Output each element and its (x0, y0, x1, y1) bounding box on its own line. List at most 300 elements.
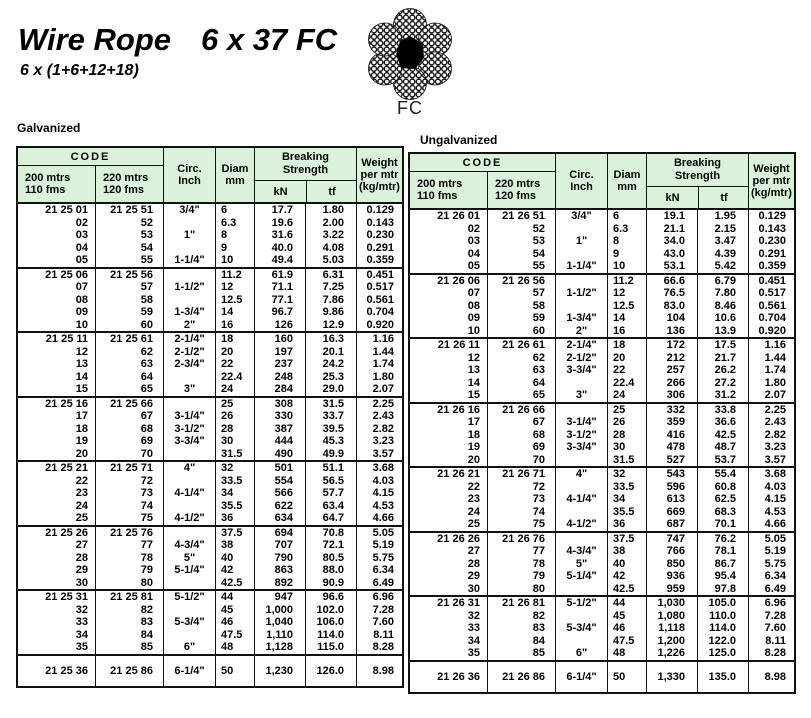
cell-breaking-tf: 20.1 (305, 346, 356, 359)
cell-weight: 1.44 (356, 346, 402, 359)
cell-diam-mm: 31.5 (607, 454, 646, 467)
cell-breaking-kn: 766 (646, 545, 697, 558)
cell-weight: 0.230 (356, 229, 402, 242)
cell-diam-mm: 30 (607, 441, 646, 454)
cell-breaking-kn: 19.6 (254, 217, 305, 230)
cell-circ-inch: 2" (555, 325, 607, 338)
header-breaking-group (254, 148, 356, 202)
cell-diam-mm: 42 (215, 564, 254, 577)
cell-circ-inch (163, 269, 215, 282)
cell-code-200: 12 (467, 351, 480, 364)
cell-circ-inch: 1-1/2" (555, 287, 607, 300)
cell-breaking-kn: 1,118 (646, 622, 697, 635)
cell-code-200: 21 26 31 (437, 597, 480, 609)
cell-circ-inch (555, 223, 607, 236)
cell-weight: 1.16 (356, 333, 402, 346)
cell-breaking-tf: 90.9 (305, 577, 356, 590)
cell-breaking-kn: 19.1 (646, 210, 697, 223)
cell-code-220: 62 (95, 346, 163, 359)
title-product: Wire Rope (18, 22, 172, 57)
cell-breaking-kn: 330 (254, 410, 305, 423)
cell-breaking-kn: 306 (646, 389, 697, 402)
cell-breaking-tf: 135.0 (697, 662, 748, 693)
cell-diam-mm: 36 (607, 518, 646, 531)
cell-breaking-kn: 543 (646, 468, 697, 481)
cell-weight: 2.43 (748, 416, 794, 429)
cell-code-220: 85 (487, 647, 555, 660)
cell-breaking-tf: 2.00 (305, 217, 356, 230)
cell-code-200: 04 (75, 241, 88, 254)
cell-code-200: 25 (467, 518, 480, 530)
cell-diam-mm: 32 (607, 468, 646, 481)
cell-breaking-kn: 1,226 (646, 647, 697, 660)
cell-weight: 6.96 (748, 597, 794, 610)
header-code-220 (95, 166, 163, 202)
cell-code-200: 21 26 36 (437, 670, 480, 683)
cell-breaking-tf: 7.86 (305, 294, 356, 307)
cell-code-220: 54 (95, 242, 163, 255)
header-line: 200 mtrs (25, 172, 71, 184)
cell-weight: 0.291 (356, 242, 402, 255)
cell-code-200: 12 (75, 345, 88, 358)
cell-breaking-tf: 9.86 (305, 306, 356, 319)
cell-weight: 0.143 (748, 223, 794, 236)
cell-diam-mm: 12.5 (607, 300, 646, 313)
cell-diam-mm: 35.5 (215, 500, 254, 513)
cell-breaking-tf: 86.7 (697, 558, 748, 571)
table-block (410, 468, 794, 533)
cell-breaking-kn: 1,030 (646, 597, 697, 610)
header-line: Circ. (177, 163, 202, 175)
cell-code-220: 57 (95, 281, 163, 294)
cell-code-200: 09 (467, 312, 480, 324)
cell-code-220: 70 (487, 454, 555, 467)
cell-weight: 0.517 (356, 281, 402, 294)
header-line: Weight (753, 163, 790, 175)
cell-circ-inch: 5-1/2" (555, 597, 607, 610)
cell-code-200: 21 26 26 (437, 532, 480, 545)
cell-breaking-kn: 478 (646, 441, 697, 454)
cell-diam-mm: 34 (607, 493, 646, 506)
cell-diam-mm: 40 (607, 558, 646, 571)
cell-breaking-kn: 308 (254, 398, 305, 411)
cell-breaking-tf: 4.39 (697, 248, 748, 261)
cell-breaking-tf: 36.6 (697, 416, 748, 429)
cell-circ-inch: 3-3/4" (555, 441, 607, 454)
cell-breaking-kn: 257 (646, 364, 697, 377)
cell-diam-mm: 25 (215, 398, 254, 411)
header-line: 220 mtrs (495, 178, 541, 190)
cell-diam-mm: 46 (215, 616, 254, 629)
cell-breaking-tf: 51.1 (305, 462, 356, 475)
cell-breaking-kn: 863 (254, 564, 305, 577)
ungalvanized-label: Ungalvanized (420, 133, 498, 147)
header-line: Breaking (673, 157, 722, 169)
galvanized-label: Galvanized (17, 121, 81, 135)
cell-code-200: 13 (467, 364, 480, 376)
cell-breaking-tf: 33.8 (697, 404, 748, 417)
cell-breaking-tf: 42.5 (697, 429, 748, 442)
cell-breaking-tf: 16.3 (305, 333, 356, 346)
cell-breaking-kn: 613 (646, 493, 697, 506)
cell-breaking-tf: 62.5 (697, 493, 748, 506)
page-title (18, 22, 337, 58)
cell-circ-inch: 1-1/2" (163, 281, 215, 294)
cell-weight: 8.11 (748, 635, 794, 648)
cell-code-220: 58 (487, 300, 555, 313)
cell-breaking-tf: 10.6 (697, 312, 748, 325)
header-line: mm (225, 175, 245, 187)
cell-diam-mm: 6 (607, 210, 646, 223)
cell-code-220: 65 (95, 383, 163, 396)
cell-code-200: 17 (75, 410, 88, 422)
cell-code-200: 35 (75, 641, 88, 653)
title-spec: 6 x 37 FC (201, 22, 338, 57)
cell-circ-inch: 5-3/4" (555, 622, 607, 635)
cell-breaking-tf: 49.9 (305, 448, 356, 461)
cell-diam-mm: 44 (607, 597, 646, 610)
cell-code-220: 21 26 66 (487, 404, 555, 417)
cell-diam-mm: 38 (215, 539, 254, 552)
cell-breaking-kn: 17.7 (254, 204, 305, 217)
cell-diam-mm: 28 (607, 429, 646, 442)
cell-code-200: 10 (75, 318, 88, 331)
cell-circ-inch: 3" (555, 389, 607, 402)
cell-code-200: 21 25 21 (45, 462, 88, 474)
cell-code-200: 25 (75, 512, 88, 524)
cell-code-200: 13 (75, 358, 88, 370)
cell-diam-mm: 12 (607, 287, 646, 300)
cell-breaking-kn: 197 (254, 346, 305, 359)
cell-breaking-kn: 444 (254, 435, 305, 448)
cell-breaking-tf: 29.0 (305, 383, 356, 396)
cell-diam-mm: 11.2 (215, 269, 254, 282)
cell-code-200: 23 (467, 493, 480, 505)
cell-code-200: 14 (75, 370, 88, 383)
cell-breaking-tf: 2.15 (697, 223, 748, 236)
cell-weight: 2.82 (356, 423, 402, 436)
cell-breaking-kn: 387 (254, 423, 305, 436)
cell-diam-mm: 11.2 (607, 275, 646, 288)
wire-rope-cross-section-icon (358, 8, 462, 100)
cell-code-200: 28 (467, 557, 480, 570)
cell-breaking-kn: 634 (254, 512, 305, 525)
cell-breaking-kn: 43.0 (646, 248, 697, 261)
cell-weight: 7.28 (356, 604, 402, 617)
cell-diam-mm: 38 (607, 545, 646, 558)
cell-code-220: 21 26 76 (487, 533, 555, 546)
cell-weight: 1.16 (748, 339, 794, 352)
cell-code-200: 21 26 16 (437, 403, 480, 416)
cell-weight: 4.03 (748, 481, 794, 494)
cell-circ-inch: 2-1/4" (163, 333, 215, 346)
cell-circ-inch (163, 398, 215, 411)
cell-circ-inch (555, 300, 607, 313)
cell-weight: 5.75 (748, 558, 794, 571)
cell-diam-mm: 18 (607, 339, 646, 352)
cell-breaking-tf: 27.2 (697, 377, 748, 390)
cell-breaking-kn: 790 (254, 552, 305, 565)
cell-code-220: 63 (95, 358, 163, 371)
cell-diam-mm: 42.5 (607, 583, 646, 596)
header-line: Strength (674, 170, 721, 182)
cell-circ-inch: 3-1/4" (555, 416, 607, 429)
cell-weight: 4.53 (748, 506, 794, 519)
cell-breaking-kn: 31.6 (254, 229, 305, 242)
cell-code-200: 21 26 21 (437, 468, 480, 480)
header-breaking-strength (255, 148, 356, 181)
cell-circ-inch (555, 377, 607, 390)
cell-weight: 2.25 (748, 404, 794, 417)
cell-breaking-tf: 64.7 (305, 512, 356, 525)
cell-breaking-tf: 17.5 (697, 339, 748, 352)
cell-code-200: 24 (467, 505, 480, 518)
cell-breaking-tf: 12.9 (305, 319, 356, 332)
header-line: mm (617, 181, 637, 193)
cell-code-220: 72 (487, 481, 555, 494)
table-block (18, 527, 402, 592)
cell-weight: 4.53 (356, 500, 402, 513)
cell-circ-inch: 3-3/4" (555, 364, 607, 377)
cell-diam-mm: 48 (607, 647, 646, 660)
cell-code-220: 70 (95, 448, 163, 461)
cell-code-200: 15 (467, 389, 480, 401)
header-line: Diam (221, 163, 249, 175)
cell-breaking-kn: 96.7 (254, 306, 305, 319)
cell-circ-inch: 4-3/4" (163, 539, 215, 552)
cell-diam-mm: 22.4 (607, 377, 646, 390)
cell-code-200: 23 (75, 487, 88, 499)
cell-breaking-tf: 13.9 (697, 325, 748, 338)
cell-code-220: 80 (487, 583, 555, 596)
cell-code-200: 32 (75, 603, 88, 616)
cell-code-220: 52 (95, 217, 163, 230)
cell-weight: 4.15 (356, 487, 402, 500)
cell-circ-inch: 6" (163, 641, 215, 654)
cell-code-200: 21 25 06 (45, 268, 88, 281)
cell-code-220: 75 (487, 518, 555, 531)
cell-breaking-tf: 1.80 (305, 204, 356, 217)
cell-circ-inch (163, 371, 215, 384)
cell-breaking-kn: 40.0 (254, 242, 305, 255)
cell-weight: 1.74 (748, 364, 794, 377)
cell-breaking-kn: 959 (646, 583, 697, 596)
table-header (18, 148, 402, 204)
cell-breaking-kn: 596 (646, 481, 697, 494)
cell-breaking-kn: 126 (254, 319, 305, 332)
header-line: Strength (282, 164, 329, 176)
cell-code-220: 74 (487, 506, 555, 519)
cell-code-200: 22 (467, 480, 480, 493)
cell-weight: 0.129 (748, 210, 794, 223)
header-line: Diam (613, 169, 641, 181)
cell-breaking-kn: 83.0 (646, 300, 697, 313)
table-block (18, 269, 402, 334)
cell-breaking-tf: 63.4 (305, 500, 356, 513)
cell-diam-mm: 18 (215, 333, 254, 346)
cell-breaking-kn: 76.5 (646, 287, 697, 300)
cell-circ-inch: 5-3/4" (163, 616, 215, 629)
cell-code-200: 24 (75, 499, 88, 512)
cell-circ-inch: 6" (555, 647, 607, 660)
cell-weight: 6.49 (748, 583, 794, 596)
cell-breaking-tf: 31.5 (305, 398, 356, 411)
cell-diam-mm: 36 (215, 512, 254, 525)
cell-weight: 0.517 (748, 287, 794, 300)
cell-breaking-kn: 622 (254, 500, 305, 513)
table-block (18, 333, 402, 398)
header-line: 110 fms (417, 190, 458, 202)
header-code-group (410, 154, 555, 208)
header-circ-inch (555, 154, 607, 208)
cell-circ-inch: 1-3/4" (163, 306, 215, 319)
cell-diam-mm: 45 (607, 610, 646, 623)
cell-breaking-tf: 106.0 (305, 616, 356, 629)
cell-code-200: 27 (467, 545, 480, 557)
cell-breaking-tf: 5.03 (305, 254, 356, 267)
cell-breaking-tf: 8.46 (697, 300, 748, 313)
cell-breaking-kn: 490 (254, 448, 305, 461)
cell-code-200: 30 (75, 576, 88, 589)
cell-code-200: 02 (467, 222, 480, 235)
cell-breaking-kn: 850 (646, 558, 697, 571)
cell-breaking-tf: 7.80 (697, 287, 748, 300)
cell-code-220: 79 (95, 564, 163, 577)
cell-diam-mm: 22 (215, 358, 254, 371)
header-code: CODE (18, 148, 163, 166)
cell-code-220: 21 26 86 (487, 662, 555, 693)
header-line: (kg/mtr) (359, 181, 400, 193)
cell-weight: 3.57 (748, 454, 794, 467)
cell-diam-mm: 25 (607, 404, 646, 417)
header-code-group (18, 148, 163, 202)
cell-circ-inch: 2-1/2" (555, 352, 607, 365)
cell-breaking-kn: 936 (646, 570, 697, 583)
cell-diam-mm: 50 (607, 662, 646, 693)
cell-circ-inch (555, 481, 607, 494)
cell-code-220: 21 26 51 (487, 210, 555, 223)
cell-weight: 7.60 (356, 616, 402, 629)
cell-diam-mm: 6.3 (607, 223, 646, 236)
cell-code-220: 82 (95, 604, 163, 617)
cell-code-200: 17 (467, 416, 480, 428)
cell-circ-inch (163, 475, 215, 488)
cell-diam-mm: 10 (607, 260, 646, 273)
cell-code-220: 21 25 71 (95, 462, 163, 475)
cell-weight: 5.19 (356, 539, 402, 552)
cell-breaking-kn: 332 (646, 404, 697, 417)
table-block (18, 462, 402, 527)
cell-weight: 8.98 (748, 662, 794, 693)
cell-breaking-kn: 53.1 (646, 260, 697, 273)
cell-breaking-tf: 39.5 (305, 423, 356, 436)
cell-code-200: 21 25 36 (45, 664, 88, 677)
cell-code-200: 05 (467, 260, 480, 272)
cell-circ-inch: 3/4" (555, 210, 607, 223)
cell-weight: 6.34 (356, 564, 402, 577)
cell-breaking-tf: 110.0 (697, 610, 748, 623)
cell-breaking-tf: 70.1 (697, 518, 748, 531)
cell-code-200: 07 (467, 287, 480, 299)
cell-circ-inch: 2-3/4" (163, 358, 215, 371)
cell-circ-inch: 6-1/4" (555, 662, 607, 693)
cell-code-220: 84 (487, 635, 555, 648)
cell-diam-mm: 33.5 (607, 481, 646, 494)
cell-code-220: 83 (487, 622, 555, 635)
table-block (18, 204, 402, 269)
cell-code-220: 21 26 56 (487, 275, 555, 288)
cell-circ-inch (163, 217, 215, 230)
cell-weight: 3.57 (356, 448, 402, 461)
cell-diam-mm: 42 (607, 570, 646, 583)
cell-circ-inch: 5" (163, 552, 215, 565)
header-kn: kN (273, 185, 288, 198)
cell-code-220: 69 (487, 441, 555, 454)
cell-diam-mm: 26 (215, 410, 254, 423)
cell-breaking-kn: 687 (646, 518, 697, 531)
cell-weight: 6.34 (748, 570, 794, 583)
cell-circ-inch: 3-1/4" (163, 410, 215, 423)
cell-breaking-tf: 122.0 (697, 635, 748, 648)
cell-code-220: 52 (487, 223, 555, 236)
cell-breaking-kn: 77.1 (254, 294, 305, 307)
cell-breaking-kn: 266 (646, 377, 697, 390)
cell-diam-mm: 9 (607, 248, 646, 261)
cell-weight: 5.75 (356, 552, 402, 565)
cell-diam-mm: 50 (215, 656, 254, 687)
cell-circ-inch (163, 294, 215, 307)
cell-code-220: 53 (487, 235, 555, 248)
cell-diam-mm: 22.4 (215, 371, 254, 384)
cell-breaking-kn: 49.4 (254, 254, 305, 267)
cell-weight: 3.68 (356, 462, 402, 475)
cell-code-200: 32 (467, 609, 480, 622)
cell-breaking-kn: 669 (646, 506, 697, 519)
cell-breaking-tf: 24.2 (305, 358, 356, 371)
cell-code-200: 35 (467, 647, 480, 659)
cell-breaking-tf: 88.0 (305, 564, 356, 577)
cell-code-200: 22 (75, 474, 88, 487)
cell-diam-mm: 9 (215, 242, 254, 255)
cell-breaking-kn: 527 (646, 454, 697, 467)
cell-code-220: 80 (95, 577, 163, 590)
cell-code-220: 53 (95, 229, 163, 242)
cell-weight: 0.230 (748, 235, 794, 248)
cell-code-220: 21 26 61 (487, 339, 555, 352)
cell-breaking-kn: 1,330 (646, 662, 697, 693)
cell-circ-inch (163, 577, 215, 590)
cell-circ-inch: 4" (555, 468, 607, 481)
cell-code-200: 21 25 01 (45, 204, 88, 216)
cell-breaking-kn: 237 (254, 358, 305, 371)
header-breaking-strength (647, 154, 748, 187)
cell-code-220: 21 25 86 (95, 656, 163, 687)
cell-weight: 4.66 (356, 512, 402, 525)
cell-breaking-tf: 114.0 (697, 622, 748, 635)
cell-breaking-tf: 26.2 (697, 364, 748, 377)
cell-breaking-kn: 707 (254, 539, 305, 552)
cell-code-220: 21 25 56 (95, 269, 163, 282)
cell-breaking-tf: 95.4 (697, 570, 748, 583)
cell-breaking-tf: 53.7 (697, 454, 748, 467)
table-header (410, 154, 794, 210)
cell-diam-mm: 30 (215, 435, 254, 448)
cell-weight: 8.28 (356, 641, 402, 654)
cell-diam-mm: 6.3 (215, 217, 254, 230)
cell-code-200: 15 (75, 383, 88, 395)
cell-code-200: 19 (467, 441, 480, 453)
cell-diam-mm: 31.5 (215, 448, 254, 461)
